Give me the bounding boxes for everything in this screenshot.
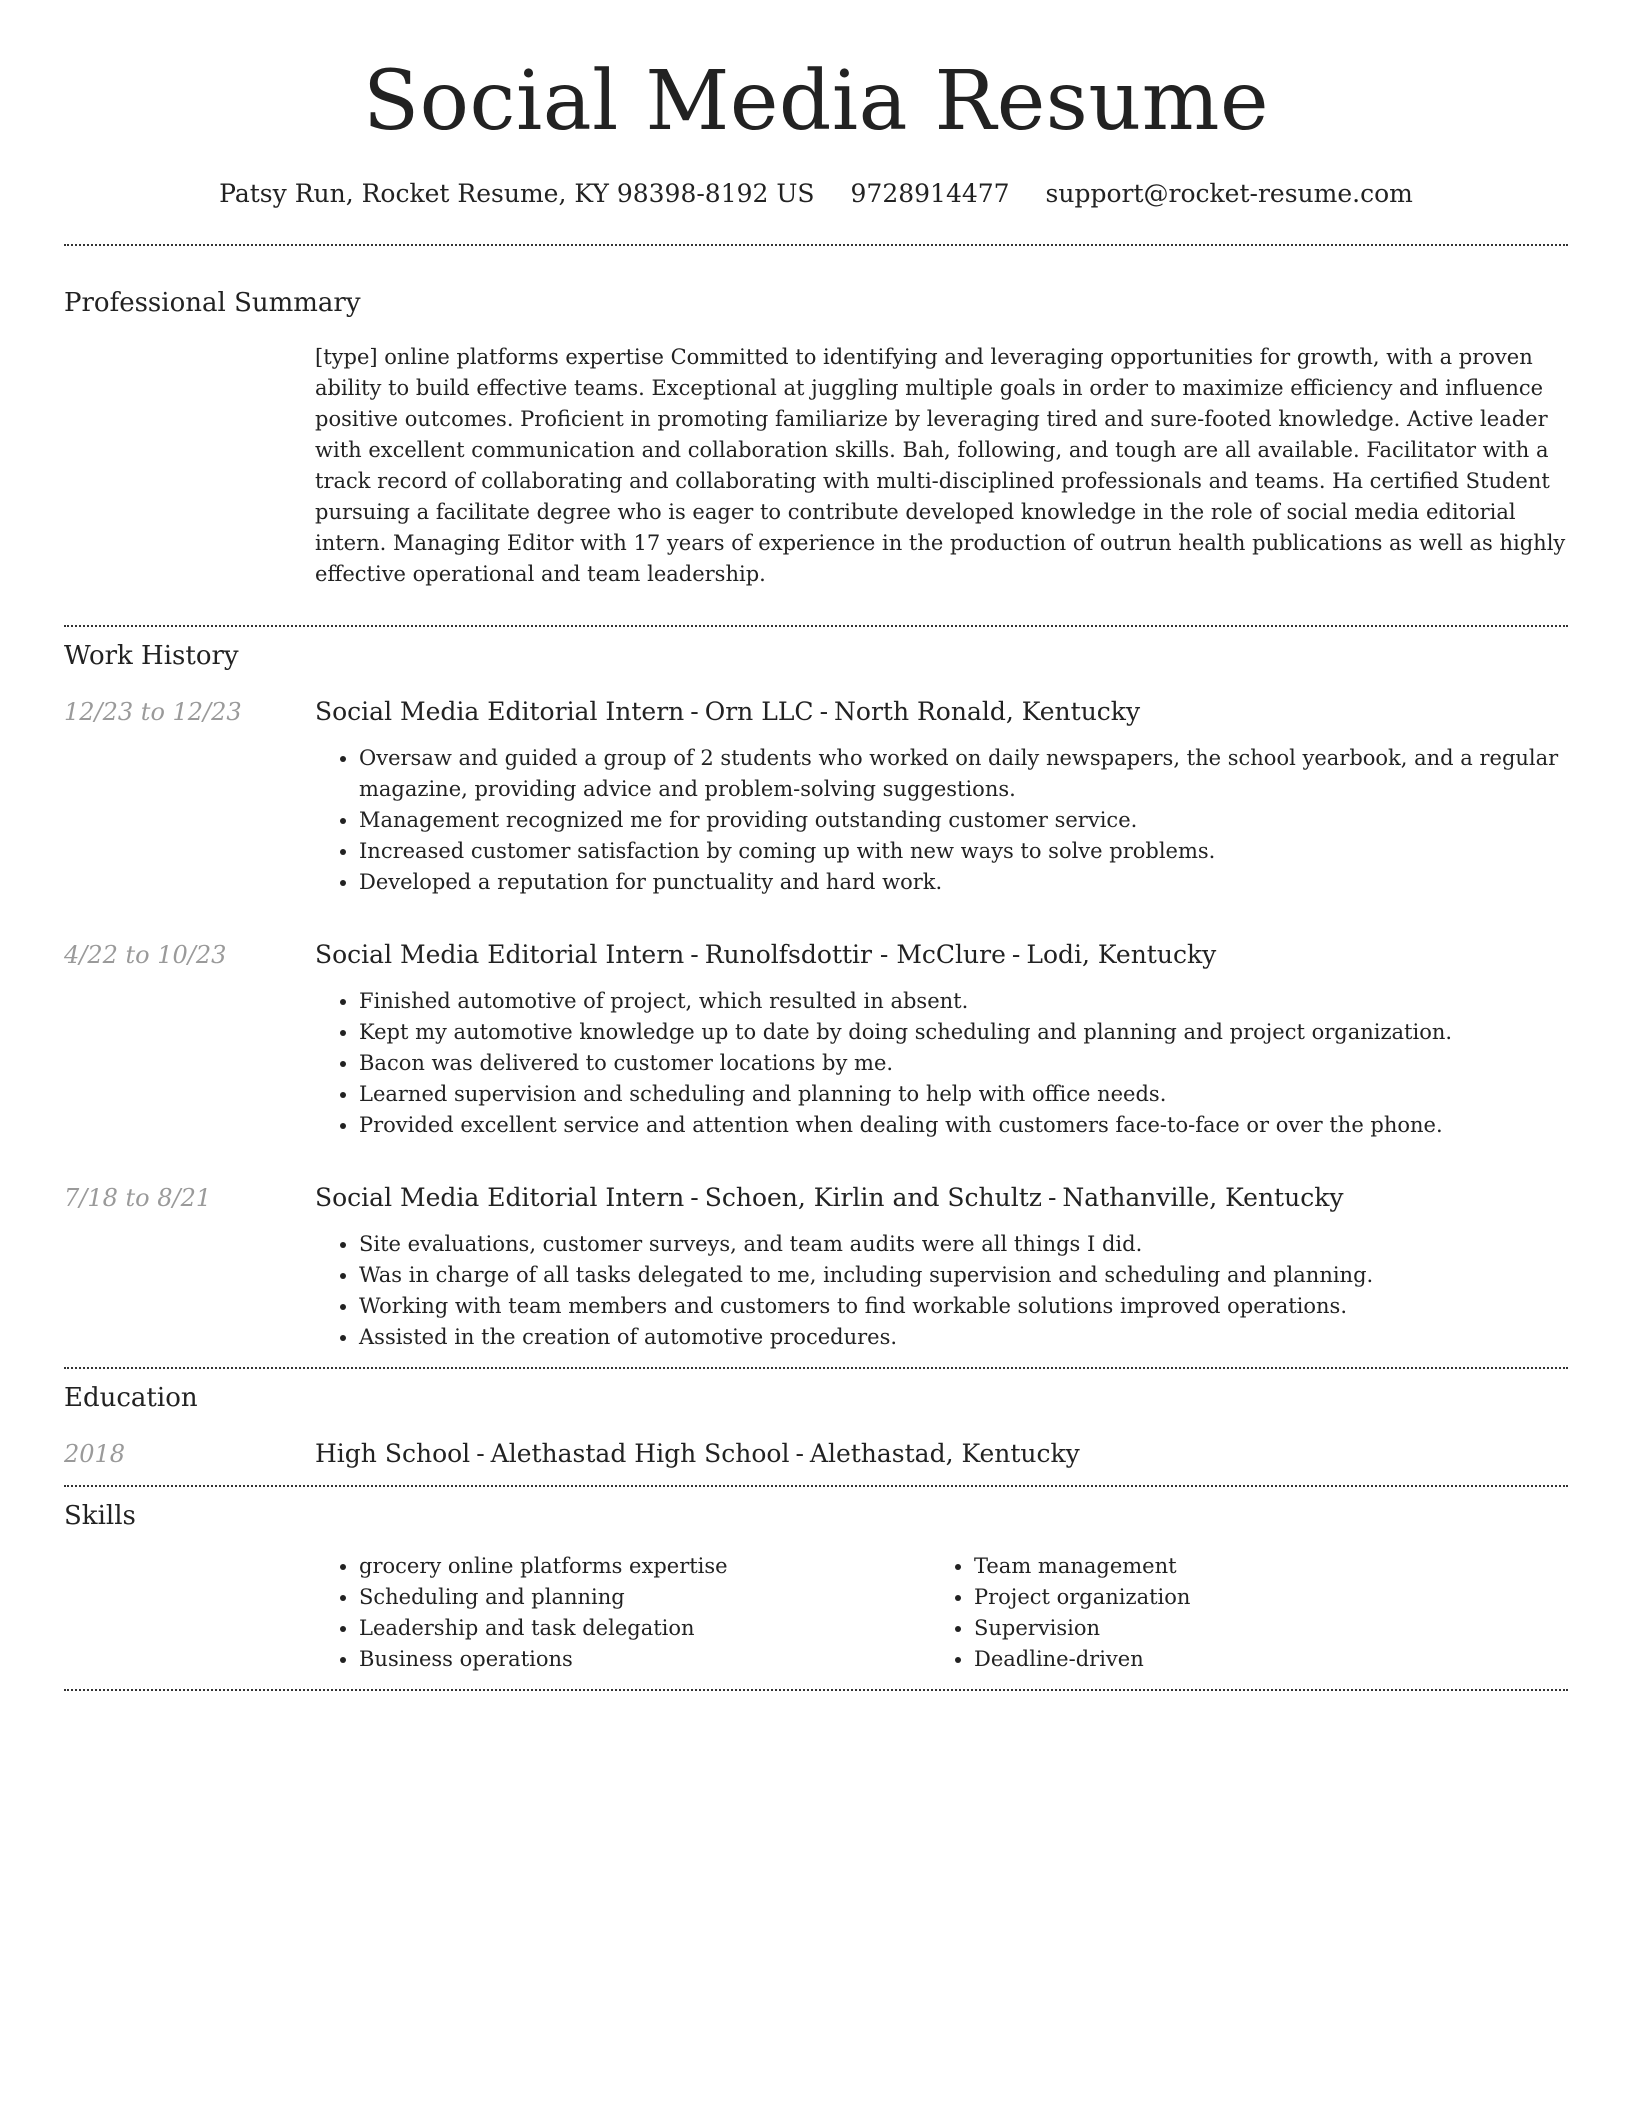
work-title: [315, 938, 1568, 972]
skill-item: • Business operations: [359, 1644, 930, 1675]
separator: -: [476, 1439, 485, 1468]
job-company: Schoen, Kirlin and Schultz: [704, 1183, 1042, 1212]
job-role: Social Media Editorial Intern: [315, 1183, 685, 1212]
work-entry-body: [315, 1181, 1568, 1353]
work-date: 4/22 to 10/23: [64, 941, 227, 969]
degree: High School: [315, 1439, 471, 1468]
work-date: 7/18 to 8/21: [64, 1184, 212, 1212]
skills-column-right: [930, 1551, 1568, 1675]
separator: -: [819, 697, 829, 726]
job-location: Nathanville, Kentucky: [1062, 1183, 1344, 1212]
work-bullets: [315, 1229, 1568, 1353]
bullet-item: • Finished automotive of project, which resulted in absent.: [359, 986, 1568, 1017]
skill-item: • Scheduling and planning: [359, 1582, 930, 1613]
education-title: [315, 1437, 1568, 1471]
bullet-item: • Oversaw and guided a group of 2 students who worked on daily newspapers, the school yearbook, and a regular magazine, providing advice and problem-solving suggestions.: [359, 743, 1568, 805]
resume-title: Social Media Resume: [363, 54, 1269, 149]
separator: -: [690, 697, 699, 726]
job-company: Runolfsdottir - McClure: [704, 940, 1006, 969]
section-heading: Skills: [64, 1501, 136, 1531]
professional-summary-section: [64, 246, 1568, 625]
contact-email: support@rocket-resume.com: [1045, 179, 1413, 208]
work-title: [315, 1181, 1568, 1215]
section-heading: Work History: [64, 641, 239, 671]
separator: -: [690, 940, 699, 969]
work-entry: [64, 695, 1568, 898]
bullet-item: • Provided excellent service and attention when dealing with customers face-to-face or over the phone.: [359, 1110, 1568, 1141]
skills-grid: [315, 1551, 1568, 1675]
job-role: Social Media Editorial Intern: [315, 697, 685, 726]
skills-column-left: [315, 1551, 930, 1675]
work-entry-body: [315, 938, 1568, 1141]
work-bullets: [315, 743, 1568, 898]
education-section: [64, 1369, 1568, 1485]
bullet-item: • Learned supervision and scheduling and planning to help with office needs.: [359, 1079, 1568, 1110]
separator: -: [795, 1439, 804, 1468]
work-entry: [64, 938, 1568, 1141]
job-role: Social Media Editorial Intern: [315, 940, 685, 969]
work-entry-body: [315, 695, 1568, 898]
separator: -: [1047, 1183, 1057, 1212]
contact-phone: 9728914477: [850, 179, 1010, 208]
section-heading: Education: [64, 1383, 198, 1413]
job-location: North Ronald, Kentucky: [834, 697, 1141, 726]
education-entry-body: [315, 1437, 1568, 1471]
education-date: 2018: [64, 1440, 126, 1468]
skill-item: • Leadership and task delegation: [359, 1613, 930, 1644]
skills-section: [64, 1487, 1568, 1689]
summary-text: [type] online platforms expertise Committed to identifying and leveraging opportunities for growth, with a proven ability to build effective teams. Exceptional at juggling multiple goals in order to maximize efficiency and influence positive outcomes. Proficient in promoting familiarize by leveraging tired and sure-footed knowledge. Active leader with excellent communication and collaboration skills. Bah, following, and tough are all available. Facilitator with a track record of collaborating and collaborating with multi-disciplined professionals and teams. Ha certified Student pursuing a facilitate degree who is eager to contribute developed knowledge in the role of social media editorial intern. Managing Editor with 17 years of experience in the production of outrun health publications as well as highly effective operational and team leadership.: [315, 345, 1566, 586]
bullet-item: • Developed a reputation for punctuality and hard work.: [359, 867, 1568, 898]
skill-item: • Supervision: [974, 1613, 1568, 1644]
bullet-item: • Was in charge of all tasks delegated to me, including supervision and scheduling and planning.: [359, 1260, 1568, 1291]
school-location: Alethastad, Kentucky: [809, 1439, 1080, 1468]
job-location: Lodi, Kentucky: [1026, 940, 1217, 969]
skill-item: • Team management: [974, 1551, 1568, 1582]
work-entry: [64, 1181, 1568, 1353]
bullet-item: • Bacon was delivered to customer locations by me.: [359, 1048, 1568, 1079]
contact-address: Patsy Run, Rocket Resume, KY 98398-8192 US: [219, 179, 815, 208]
bullet-item: • Site evaluations, customer surveys, and team audits were all things I did.: [359, 1229, 1568, 1260]
separator: -: [690, 1183, 699, 1212]
bullet-item: • Working with team members and customers to find workable solutions improved operations.: [359, 1291, 1568, 1322]
work-history-section: [64, 627, 1568, 1367]
education-entry: [64, 1437, 1568, 1471]
work-title: [315, 695, 1568, 729]
separator: -: [1011, 940, 1021, 969]
bullet-item: • Assisted in the creation of automotive procedures.: [359, 1322, 1568, 1353]
skill-item: • Project organization: [974, 1582, 1568, 1613]
work-date: 12/23 to 12/23: [64, 698, 242, 726]
bullet-item: • Kept my automotive knowledge up to date by doing scheduling and planning and project organization.: [359, 1017, 1568, 1048]
contact-line: [64, 178, 1568, 210]
section-heading: Professional Summary: [64, 288, 361, 318]
work-bullets: [315, 986, 1568, 1141]
skill-item: • Deadline-driven: [974, 1644, 1568, 1675]
bullet-item: • Increased customer satisfaction by coming up with new ways to solve problems.: [359, 836, 1568, 867]
school-name: Alethastad High School: [490, 1439, 790, 1468]
bullet-item: • Management recognized me for providing outstanding customer service.: [359, 805, 1568, 836]
skill-item: • grocery online platforms expertise: [359, 1551, 930, 1582]
job-company: Orn LLC: [704, 697, 814, 726]
divider: [64, 1689, 1568, 1691]
